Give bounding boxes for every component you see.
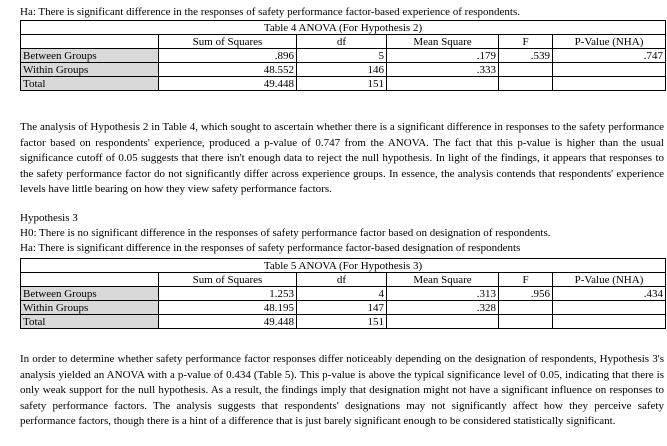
header-df: df	[297, 273, 387, 287]
cell-df: 5	[297, 49, 387, 63]
cell-p	[553, 77, 666, 91]
cell-ms: .313	[387, 287, 499, 301]
cell-ms: .333	[387, 63, 499, 77]
header-blank	[21, 273, 159, 287]
header-f: F	[499, 273, 553, 287]
header-p-value: P-Value (NHA)	[553, 273, 666, 287]
table-row	[21, 49, 666, 63]
table-row	[21, 77, 666, 91]
cell-f	[499, 77, 553, 91]
cell-f	[499, 63, 553, 77]
cell-f: .539	[499, 49, 553, 63]
header-blank	[21, 35, 159, 49]
cell-p	[553, 63, 666, 77]
row-label: Between Groups	[21, 287, 159, 301]
cell-ms	[387, 315, 499, 329]
table-row	[21, 287, 666, 301]
cell-ss: 1.253	[159, 287, 297, 301]
table-row	[21, 315, 666, 329]
cell-p	[553, 301, 666, 315]
hypothesis-3-title: Hypothesis 3	[20, 212, 78, 224]
cell-ss: 49.448	[159, 77, 297, 91]
header-sum-of-squares: Sum of Squares	[159, 273, 297, 287]
header-mean-square: Mean Square	[387, 35, 499, 49]
paragraph-hypothesis-3-analysis: In order to determine whether safety performance factor responses differ noticeably depending on the designation of respondents, Hypothesis 3's analysis yielded an ANOVA with a p-value of 0.434 (Table 5). This p-value is above the typical significance level of 0.05, indicating that there is only weak support for the null hypothesis. As a result, the findings imply that designation might not have a significant influence on responses to safety performance factors. The analysis suggests that respondents' designations may not significantly affect how they perceive safety performance factors, though there is a hint of a difference that is just barely significant enough to be considered statistically significant.	[20, 353, 664, 427]
cell-p: .747	[553, 49, 666, 63]
row-label: Total	[21, 315, 159, 329]
cell-df: 151	[297, 315, 387, 329]
row-label: Within Groups	[21, 301, 159, 315]
cell-ms: .328	[387, 301, 499, 315]
cell-ms: .179	[387, 49, 499, 63]
cell-ss: .896	[159, 49, 297, 63]
header-sum-of-squares: Sum of Squares	[159, 35, 297, 49]
cell-ss: 49.448	[159, 315, 297, 329]
anova-table-5	[20, 258, 666, 329]
row-label: Between Groups	[21, 49, 159, 63]
cell-ss: 48.552	[159, 63, 297, 77]
anova-table-4	[20, 20, 666, 91]
cell-f: .956	[499, 287, 553, 301]
cell-f	[499, 301, 553, 315]
cell-f	[499, 315, 553, 329]
header-mean-square: Mean Square	[387, 273, 499, 287]
cell-ss: 48.195	[159, 301, 297, 315]
hypothesis-3-null: H0: There is no significant difference in the responses of safety performance factor based on designation of respondents.	[20, 227, 551, 239]
cell-df: 147	[297, 301, 387, 315]
hypothesis-2-alternative: Ha: There is significant difference in the responses of safety performance factor-based experience of respondents.	[20, 6, 520, 18]
cell-p	[553, 315, 666, 329]
row-label: Within Groups	[21, 63, 159, 77]
cell-df: 4	[297, 287, 387, 301]
table-caption: Table 5 ANOVA (For Hypothesis 3)	[21, 259, 666, 273]
table-row	[21, 301, 666, 315]
cell-ms	[387, 77, 499, 91]
header-f: F	[499, 35, 553, 49]
hypothesis-3-alternative: Ha: There is significant difference in the responses of safety performance factor-based designation of respondents	[20, 242, 521, 254]
row-label: Total	[21, 77, 159, 91]
table-caption: Table 4 ANOVA (For Hypothesis 2)	[21, 21, 666, 35]
paragraph-hypothesis-2-analysis: The analysis of Hypothesis 2 in Table 4, which sought to ascertain whether there is a significant difference in responses to the safety performance factor based on respondents' experience, produced a p-value of 0.747 from the ANOVA. The fact that this p-value is higher than the usual significance cutoff of 0.05 suggests that there isn't enough data to reject the null hypothesis. In light of the findings, it appears that responses to the safety performance factor do not significantly differ across experience groups. In essence, the analysis contends that respondents' experience levels have little bearing on how they view safety performance factors.	[20, 121, 664, 195]
header-df: df	[297, 35, 387, 49]
cell-df: 146	[297, 63, 387, 77]
cell-p: .434	[553, 287, 666, 301]
header-p-value: P-Value (NHA)	[553, 35, 666, 49]
table-row	[21, 63, 666, 77]
cell-df: 151	[297, 77, 387, 91]
